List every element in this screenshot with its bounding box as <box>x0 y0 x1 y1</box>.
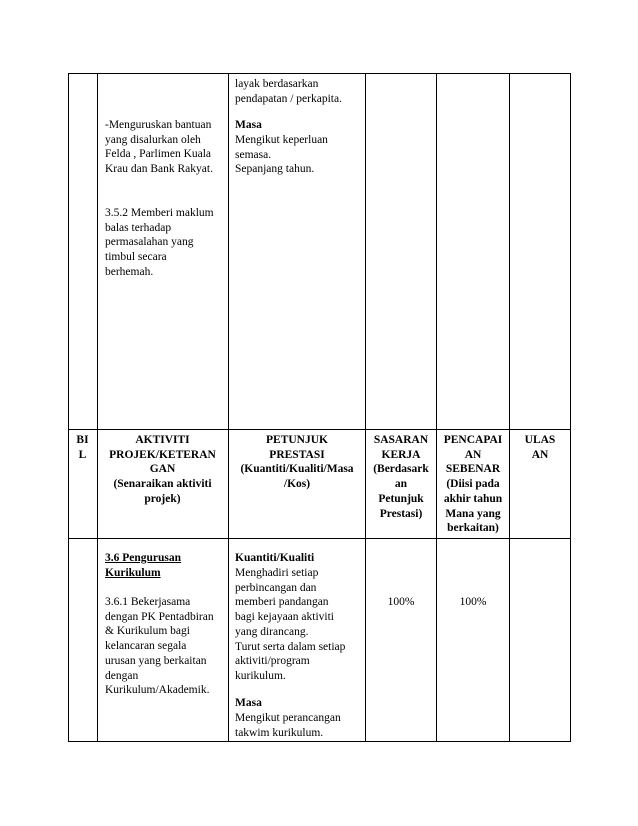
col-line-3 <box>365 73 366 742</box>
row-3-6-sasaran: 100% <box>387 596 415 608</box>
header-ulasan: ULAS AN <box>524 434 556 461</box>
table-top-border <box>68 73 571 74</box>
header-top-border <box>68 429 571 430</box>
masa-text: Mengikut keperluan semasa. Sepanjang tahun. <box>235 134 328 176</box>
kuantiti-kualiti-text: Menghadiri setiap perbincangan dan memberi pandangan bagi kejayaan aktiviti yang dirancang. Turut serta dalam setiap aktiviti/program kurikulum. <box>235 567 346 682</box>
activity-item-felda: -Menguruskan bantuan yang disalurkan oleh Felda , Parlimen Kuala Krau dan Bank Rakyat. <box>105 119 213 176</box>
indicator-continuation: layak berdasarkan pendapatan / perkapita. <box>235 78 342 105</box>
row-3-6-pencapaian: 100% <box>459 596 487 608</box>
row-3-6-title: 3.6 Pengurusan Kurikulum <box>105 552 182 579</box>
row-3-6-masa-text: Mengikut perancangan takwim kurikulum. <box>235 712 341 739</box>
header-pencapaian: PENCAPAI AN SEBENAR (Diisi pada akhir tahun Mana yang berkaitan) <box>443 434 503 535</box>
header-aktiviti: AKTIVITI PROJEK/KETERAN GAN (Senaraikan aktiviti projek) <box>109 434 216 505</box>
col-line-5 <box>509 73 510 742</box>
activity-item-3-5-2: 3.5.2 Memberi maklum balas terhadap permasalahan yang timbul secara berhemah. <box>105 207 214 278</box>
col-line-6 <box>570 73 571 742</box>
row-3-6-activity: 3.6.1 Bekerjasama dengan PK Pentadbiran & Kurikulum bagi kelancaran segala urusan yang berkaitan dengan Kurikulum/Akademik. <box>105 596 214 697</box>
col-line-4 <box>436 73 437 742</box>
col-line-0 <box>68 73 69 742</box>
header-bil: BI L <box>76 434 89 461</box>
col-line-1 <box>97 73 98 742</box>
row-3-6-masa-heading: Masa <box>235 697 262 709</box>
table-bottom-border <box>68 741 571 742</box>
header-sasaran: SASARAN KERJA (Berdasark an Petunjuk Prestasi) <box>373 434 429 520</box>
kuantiti-kualiti-heading: Kuantiti/Kualiti <box>235 552 315 564</box>
header-bottom-border <box>68 538 571 539</box>
header-petunjuk: PETUNJUK PRESTASI (Kuantiti/Kualiti/Masa /Kos) <box>240 434 354 491</box>
masa-heading: Masa <box>235 119 262 131</box>
